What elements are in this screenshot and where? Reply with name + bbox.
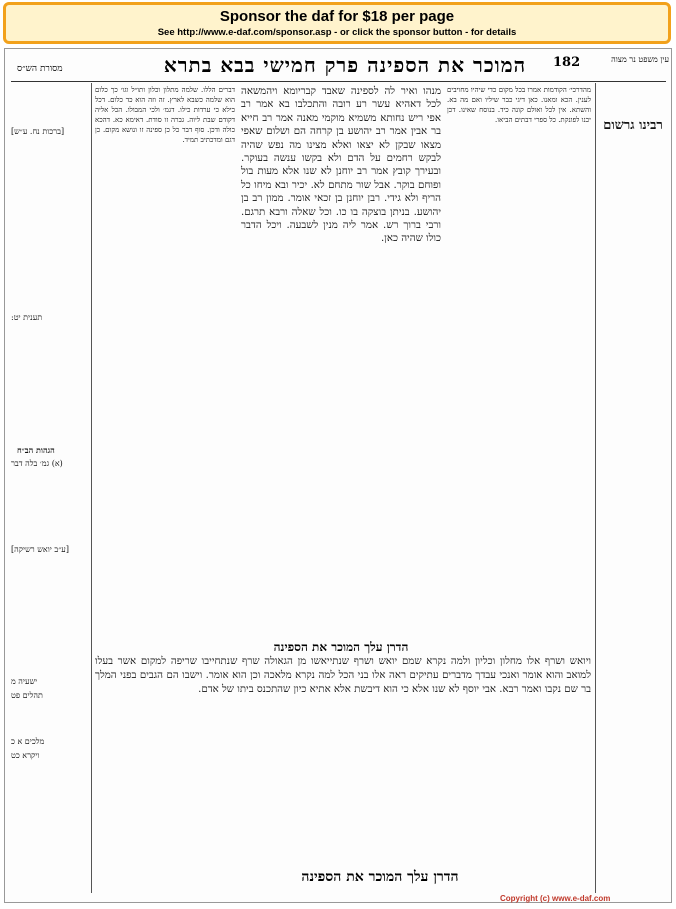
margin-ref: תענית יט: <box>11 313 43 322</box>
margin-ref: ישעיה מ <box>11 677 38 686</box>
margin-divider <box>91 83 92 893</box>
talmud-page <box>4 48 672 903</box>
masoret-label: מסורת הש״ס <box>17 64 63 74</box>
margin-ref: ויקרא כט <box>11 751 40 760</box>
margin-ref: (א) גמ׳ בלה דבר <box>11 459 63 468</box>
sponsor-banner[interactable] <box>3 2 671 44</box>
sponsor-subtitle[interactable]: See http://www.e-daf.com/sponsor.asp - or click the sponsor button - for details <box>157 27 517 38</box>
sponsor-title[interactable]: Sponsor the daf for $18 per page <box>219 8 455 25</box>
margin-ref: [ברכות נח. ע״ש] <box>11 127 65 136</box>
ein-mishpat-label: עין משפט נר מצוה <box>611 55 669 64</box>
tosafot-commentary: מהדרכי׳ הקודמות אמרו בכל מקום כדי שיהיו מחויבים לענין. הכא ומאנו. כאן דיגי כבר שיליו ואם מה בא. והשתא. אין לכל ואולם קונה כיד. בנוסח שאינו. דכן יכנו לפונקת. כל ספרי דבתים הביאו. <box>447 86 591 124</box>
margin-ref: [ע״ב יואש רשיקה] <box>11 545 69 554</box>
margin-ref: מלכים א כ <box>11 737 45 746</box>
page-number: 182 <box>553 55 581 70</box>
copyright-notice[interactable]: Copyright (c) www.e-daf.com <box>500 894 611 903</box>
hadran-final: הדרן עלך המוכר את הספינה <box>301 869 459 885</box>
rabbeinu-gershom-title: רבינו גרשום <box>603 119 663 133</box>
gemara-text: מנהו ואיר לה לספינה שאבד קבריומא ויהמשאה לכל דאהיא עשר רע רובה והתכלבו בא אמר רב אפי ריש נחותא משמיא מוקמי מאנה אמר רב חייא בר אבין אמר רב יהושע בן קרחה הם ושלום שאפי מצאו שבקן לא יצאו ואלא מצינו מה נפש שהיה לבקש רחמים על הדם ולא בקשו ענשה בעוקר. ובעירך קובץ אמר רב יוחנן לא שנו אלא מעות בול ופוחם בוקר. אבל שור מתחם לא. יכיר ובא מיחו כל הריף ולא גידי. רבן יוחנן בן זכאי אומר. ממון רב בן יהושע. בניתן בוצקה בו כו. וכל שאלה ורבא תרגם. ורבי ברוך רש. אמר ליה מנין לשבעה. ויכל הדבר כולו שהיה כאן. <box>241 86 441 245</box>
rashi-commentary: דברים הללו. שלמה מתלון וכלון ותו״ל וגו׳ כך כלום הוא שלמה כשבא לארץ. זה וזה הוא כד כלום. דכל כילא כי ערדות כילו. דגמ׳ ולכי המבולו. הכל אליה דקודם שבת ליוה. גברה זו סודת. דאימא כא. דהכא כולה ודכן. סוף דבר כל כן ספינה זו ונושא מקום. כן דגם ומדכתיב תמיד. <box>95 86 235 144</box>
margin-divider-right <box>595 83 596 893</box>
hagahot-title: הגהות הב״ח <box>17 445 55 455</box>
running-head: המוכר את הספינה פרק חמישי בבא בתרא <box>163 53 527 77</box>
rabbeinu-gershom-column <box>599 119 667 859</box>
hadran-inline-text: הדרן עלך המוכר את הספינה <box>273 640 409 654</box>
gemara-lower-text: ויואש ושרף אלו מחלון וכליון ולמה נקרא שמם יואש ושרף שנתייאשו מן הגאולה שרף שנתחייבו שריפה למקום אשר בעלו למואב והוא אומר ואנכי עבדך מדברים עתיקים ראה אלו בני הכל למה נקרא מלאכה וכן הוא אומר. וישבו הם הגבים בפני המלך בר שם נקבו ואמר רבא. אבי יוסף לא שנו אלא כי הוא דיבשת אלא אתיא כיון שהתכנס ביתו של אדם. <box>95 656 591 695</box>
header-rule <box>11 81 666 82</box>
margin-ref: תהלים פט <box>11 691 43 700</box>
